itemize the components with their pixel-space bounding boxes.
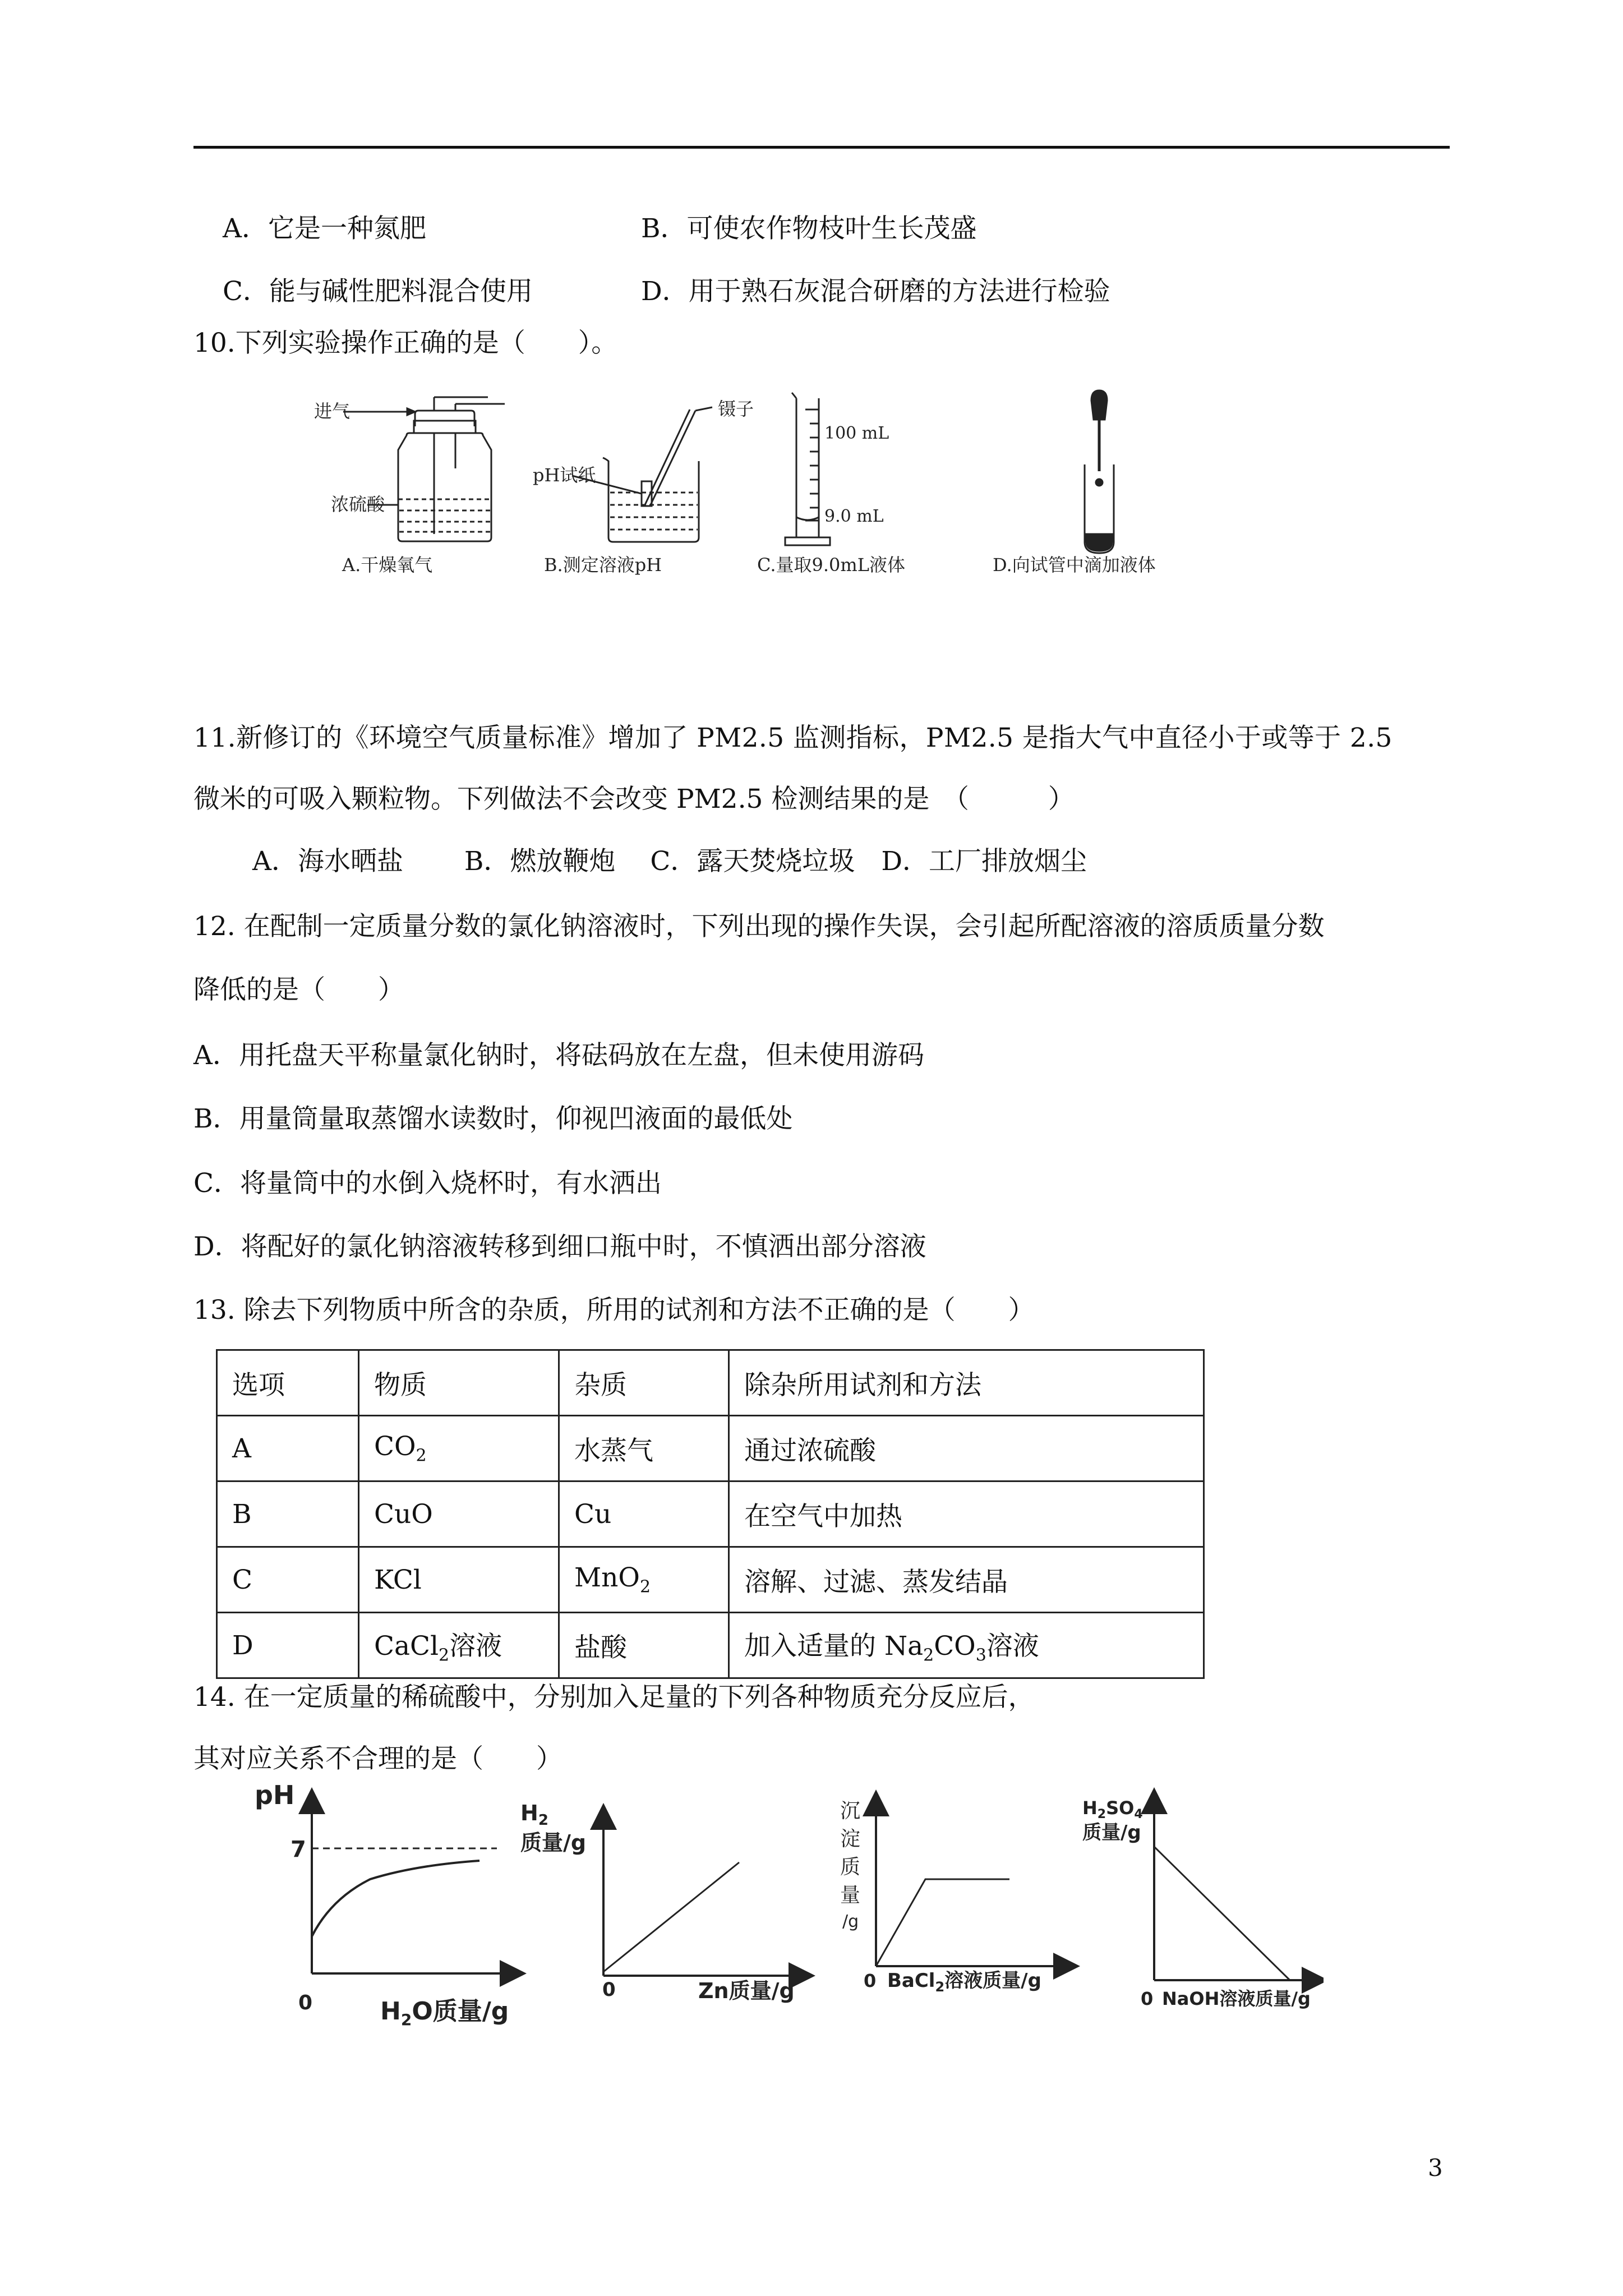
q12-line1: 12. 在配制一定质量分数的氯化钠溶液时，下列出现的操作失误，会引起所配溶液的溶质质量分数 (193, 911, 1325, 942)
graph1-origin: 0 (298, 1991, 313, 2014)
graph2-ylabel-line1: $H_2$ (520, 1801, 548, 1829)
table-row (217, 1613, 1204, 1678)
label-conc-sulfuric-acid: 浓硫酸 (331, 494, 385, 515)
q12-option-d: D．将配好的氯化钠溶液转移到细口瓶中时，不慎洒出部分溶液 (193, 1231, 926, 1262)
q9-option-c: C．能与碱性肥料混合使用 (223, 276, 533, 307)
label-9ml: 9.0 mL (824, 507, 884, 526)
graph3-ylabel-char: /g (842, 1912, 859, 1931)
q9-option-d: D．用于熟石灰混合研磨的方法进行检验 (641, 276, 1110, 307)
q9-option-b: B．可使农作物枝叶生长茂盛 (641, 213, 977, 244)
caption-a: A.干燥氧气 (342, 554, 433, 576)
caption-b: B.测定溶液pH (544, 554, 662, 576)
label-ph-paper: pH试纸 (533, 464, 596, 486)
cell-option: C (217, 1547, 359, 1613)
graph-ph-vs-water (255, 1784, 513, 2029)
cell-impurity: Cu (559, 1481, 729, 1547)
cell-substance: CaCl$_2$溶液 (359, 1613, 559, 1678)
cell-method: 在空气中加热 (729, 1481, 1204, 1547)
cell-substance: KCl (359, 1547, 559, 1613)
header-substance: 物质 (359, 1350, 559, 1416)
table-row (217, 1481, 1204, 1547)
graph4-xlabel: NaOH溶液质量/g (1162, 1988, 1311, 2009)
q9-option-a: A．它是一种氮肥 (223, 213, 426, 244)
q11-line1: 11.新修订的《环境空气质量标准》增加了 PM2.5 监测指标，PM2.5 是指大气中直径小于或等于 2.5 (193, 723, 1393, 753)
cell-impurity: 水蒸气 (559, 1416, 729, 1481)
graph3-xlabel: BaCl$_2$溶液质量/g (887, 1970, 1041, 1995)
graduated-cylinder-figure (785, 393, 830, 545)
q10-apparatus-figures (303, 387, 1267, 589)
caption-c: C.量取9.0mL液体 (757, 554, 906, 576)
q10-stem: 10.下列实验操作正确的是（ ）。 (193, 328, 618, 358)
header-option: 选项 (217, 1350, 359, 1416)
table-row (217, 1547, 1204, 1613)
graph4-origin: 0 (1141, 1988, 1154, 2009)
cell-option: B (217, 1481, 359, 1547)
caption-d: D.向试管中滴加液体 (993, 554, 1156, 576)
label-100ml: 100 mL (824, 424, 889, 443)
graph3-ylabel-char: 沉 (840, 1800, 861, 1823)
q12-option-b: B．用量筒量取蒸馏水读数时，仰视凹液面的最低处 (193, 1103, 793, 1134)
cell-substance: CuO (359, 1481, 559, 1547)
q14-line1: 14. 在一定质量的稀硫酸中，分别加入足量的下列各种物质充分反应后， (193, 1682, 1035, 1713)
graph1-xlabel: $H_2O$质量/g (380, 1997, 509, 2029)
dropper-test-tube-figure (1085, 390, 1114, 553)
cell-method: 通过浓硫酸 (729, 1416, 1204, 1481)
graph2-ylabel-line2: 质量/g (520, 1830, 587, 1855)
q12-option-a: A．用托盘天平称量氯化钠时，将砝码放在左盘，但未使用游码 (193, 1040, 924, 1071)
graph-h2-vs-zn (520, 1801, 802, 2003)
graph4-ylabel-line2: 质量/g (1082, 1821, 1141, 1844)
cell-method: 加入适量的 $Na_2CO_3$溶液 (729, 1613, 1204, 1678)
graph2-origin: 0 (602, 1978, 616, 2001)
q14-line2: 其对应关系不合理的是（ ） (193, 1743, 562, 1774)
cell-impurity: 盐酸 (559, 1613, 729, 1678)
graph2-xlabel: Zn质量/g (698, 1978, 795, 2003)
page-number: 3 (1428, 2154, 1443, 2182)
q13-table (216, 1349, 1205, 1679)
cell-method: 溶解、过滤、蒸发结晶 (729, 1547, 1204, 1613)
label-inlet: 进气 (314, 401, 351, 422)
graph1-ylabel: pH (255, 1784, 295, 1810)
table-row (217, 1416, 1204, 1481)
graph3-ylabel-char: 质 (840, 1856, 861, 1879)
label-tweezers: 镊子 (718, 398, 754, 420)
header-impurity: 杂质 (559, 1350, 729, 1416)
cell-impurity: MnO$_2$ (559, 1547, 729, 1613)
q11-options: A．海水晒盐 B．燃放鞭炮 C．露天焚烧垃圾 D．工厂排放烟尘 (252, 846, 1087, 877)
q12-line2: 降低的是（ ） (193, 974, 404, 1005)
q11-line2: 微米的可吸入颗粒物。下列做法不会改变 PM2.5 检测结果的是 （ ） (193, 784, 1075, 815)
cell-option: A (217, 1416, 359, 1481)
graph3-origin: 0 (864, 1970, 877, 1991)
table-header-row (217, 1350, 1204, 1416)
graph-precipitate-vs-bacl2 (840, 1800, 1067, 1995)
graph4-ylabel-line1: $H_2SO_4$ (1082, 1797, 1143, 1821)
cell-substance: $CO_2$ (359, 1416, 559, 1481)
q13-stem: 13. 除去下列物质中所含的杂质，所用的试剂和方法不正确的是（ ） (193, 1295, 1035, 1326)
graph1-ref-7: 7 (291, 1837, 306, 1862)
q14-graphs (247, 1784, 1324, 2042)
graph3-ylabel-char: 淀 (840, 1828, 861, 1851)
graph-h2so4-vs-naoh (1082, 1797, 1315, 2009)
graph3-ylabel-char: 量 (840, 1884, 861, 1907)
q12-option-c: C．将量筒中的水倒入烧杯时，有水洒出 (193, 1168, 662, 1199)
header-rule (193, 146, 1450, 149)
gas-washing-bottle-figure (343, 397, 505, 541)
header-method: 除杂所用试剂和方法 (729, 1350, 1204, 1416)
cell-option: D (217, 1613, 359, 1678)
